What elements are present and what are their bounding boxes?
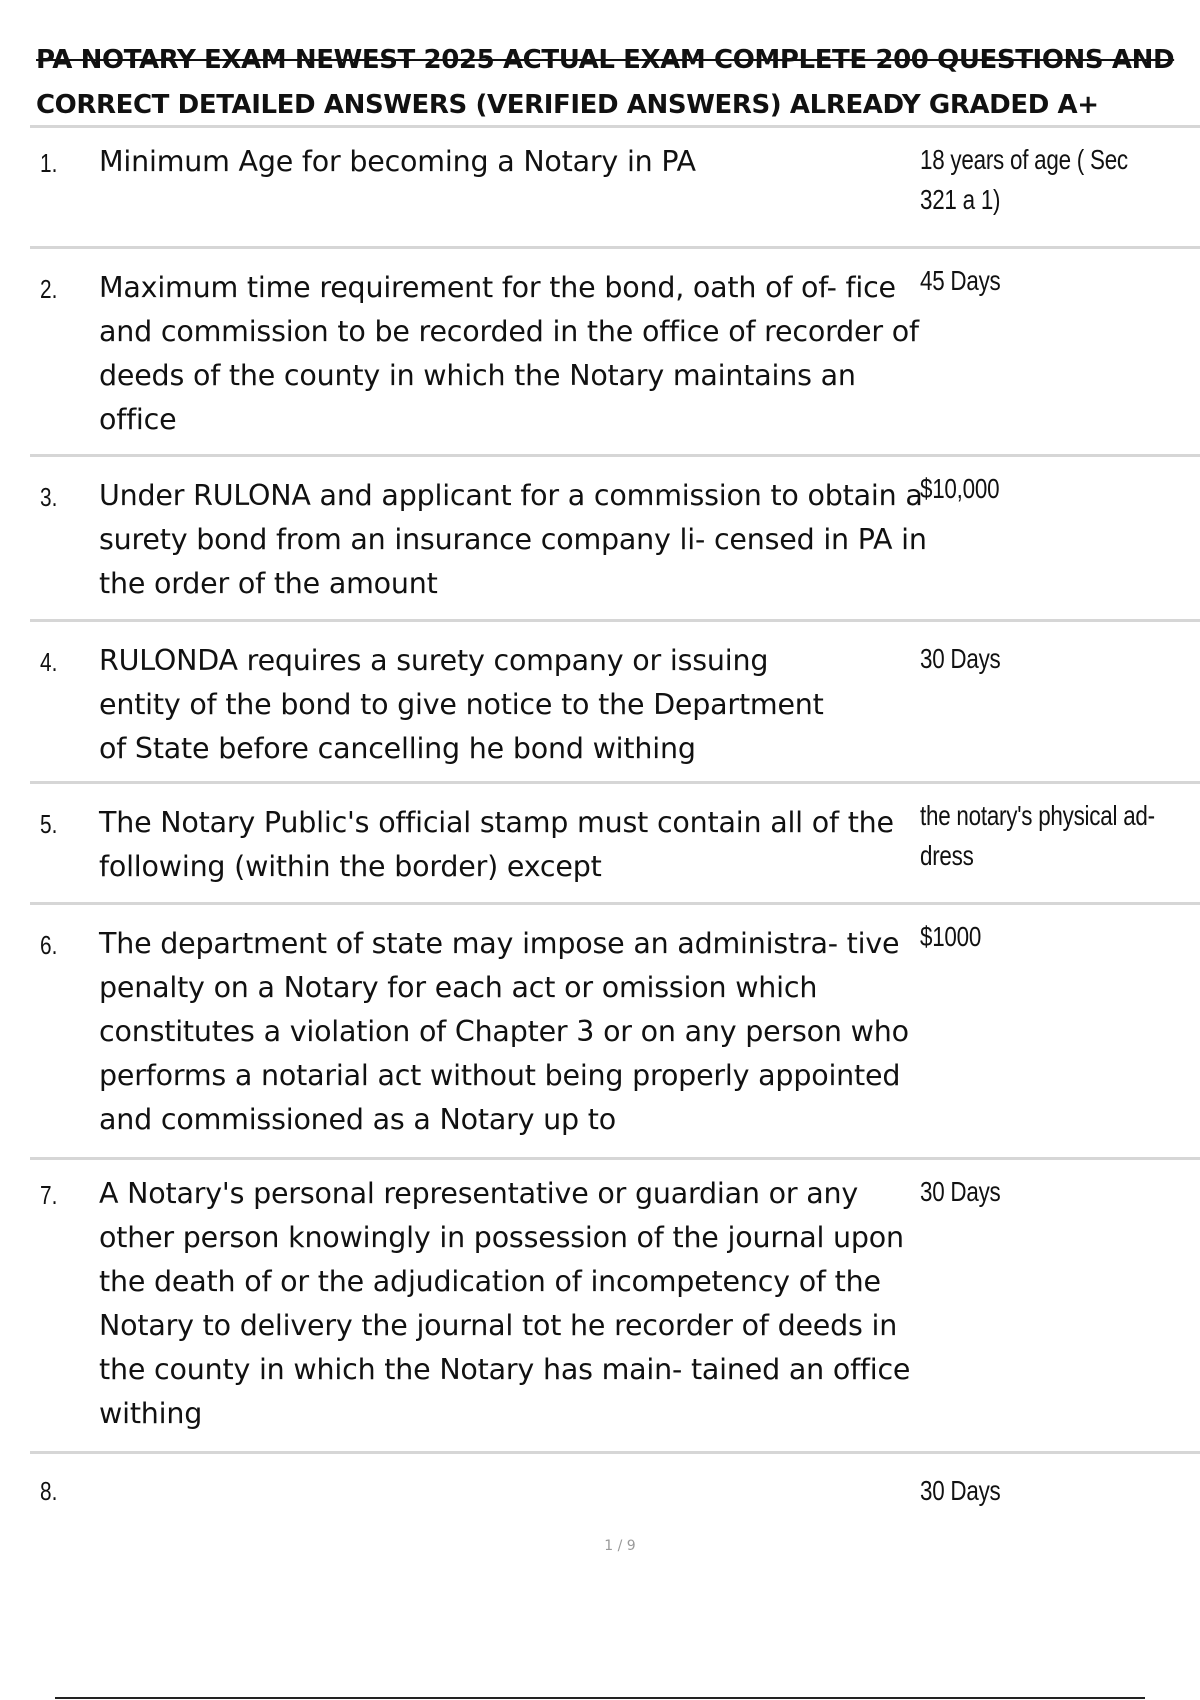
qa-question: A Notary's personal representative or guardian or any other person knowingly in possession of the journal upon the death of or the adjudication of incompetency of the Notary to delivery the journal tot he recorder of deeds in the county in which the Notary has main- tained an office withing [99,1177,911,1430]
qa-question: The Notary Public's official stamp must contain all of the following (within the border) except [99,806,894,883]
qa-question: Minimum Age for becoming a Notary in PA [99,145,696,178]
qa-answer: $10,000 [920,473,1000,504]
qa-list [30,125,1200,1544]
qa-item-4 [30,622,1200,784]
title-line-2: CORRECT DETAILED ANSWERS (VERIFIED ANSWERS) ALREADY GRADED A+ [36,90,1099,120]
qa-item-7 [30,1160,1200,1454]
qa-item-5 [30,784,1200,905]
qa-answer: 30 Days [920,1475,1001,1506]
qa-item-6 [30,905,1200,1160]
qa-answer: 18 years of age ( Sec 321 a 1) [920,144,1128,215]
qa-number: 5. [40,809,58,839]
qa-question: Under RULONA and applicant for a commission to obtain a surety bond from an insurance company li- censed in PA in the order of the amount [99,479,927,600]
qa-item-3 [30,457,1200,622]
title-line-1: PA NOTARY EXAM NEWEST 2025 ACTUAL EXAM COMPLETE 200 QUESTIONS AND [36,45,1175,75]
qa-number: 2. [40,274,58,304]
qa-number: 7. [40,1180,58,1210]
page-indicator: 1 / 9 [604,1538,636,1554]
qa-number: 8. [40,1476,58,1506]
qa-answer: 45 Days [920,265,1001,296]
qa-number: 6. [40,930,58,960]
qa-item-8 [30,1454,1200,1544]
qa-answer: $1000 [920,921,982,952]
qa-number: 4. [40,647,58,677]
qa-number: 1. [40,148,58,178]
qa-item-1 [30,128,1200,249]
qa-question: The department of state may impose an administra- tive penalty on a Notary for each act or omission which constitutes a violation of Chapter 3 or on any person who performs a notarial act without being properly appointed and commissioned as a Notary up to [99,927,909,1136]
document-title [36,38,1186,128]
qa-answer: the notary's physical ad- dress [920,800,1155,871]
qa-number: 3. [40,482,58,512]
qa-answer: 30 Days [920,643,1001,674]
qa-question: RULONDA requires a surety company or issuing entity of the bond to give notice to the Department of State before cancelling he bond withing [99,644,824,765]
footer-divider [55,1697,1145,1699]
qa-question: Maximum time requirement for the bond, oath of of- fice and commission to be recorded in the office of recorder of deeds of the county in which the Notary maintains an office [99,271,919,436]
qa-item-2 [30,249,1200,457]
qa-answer: 30 Days [920,1176,1001,1207]
